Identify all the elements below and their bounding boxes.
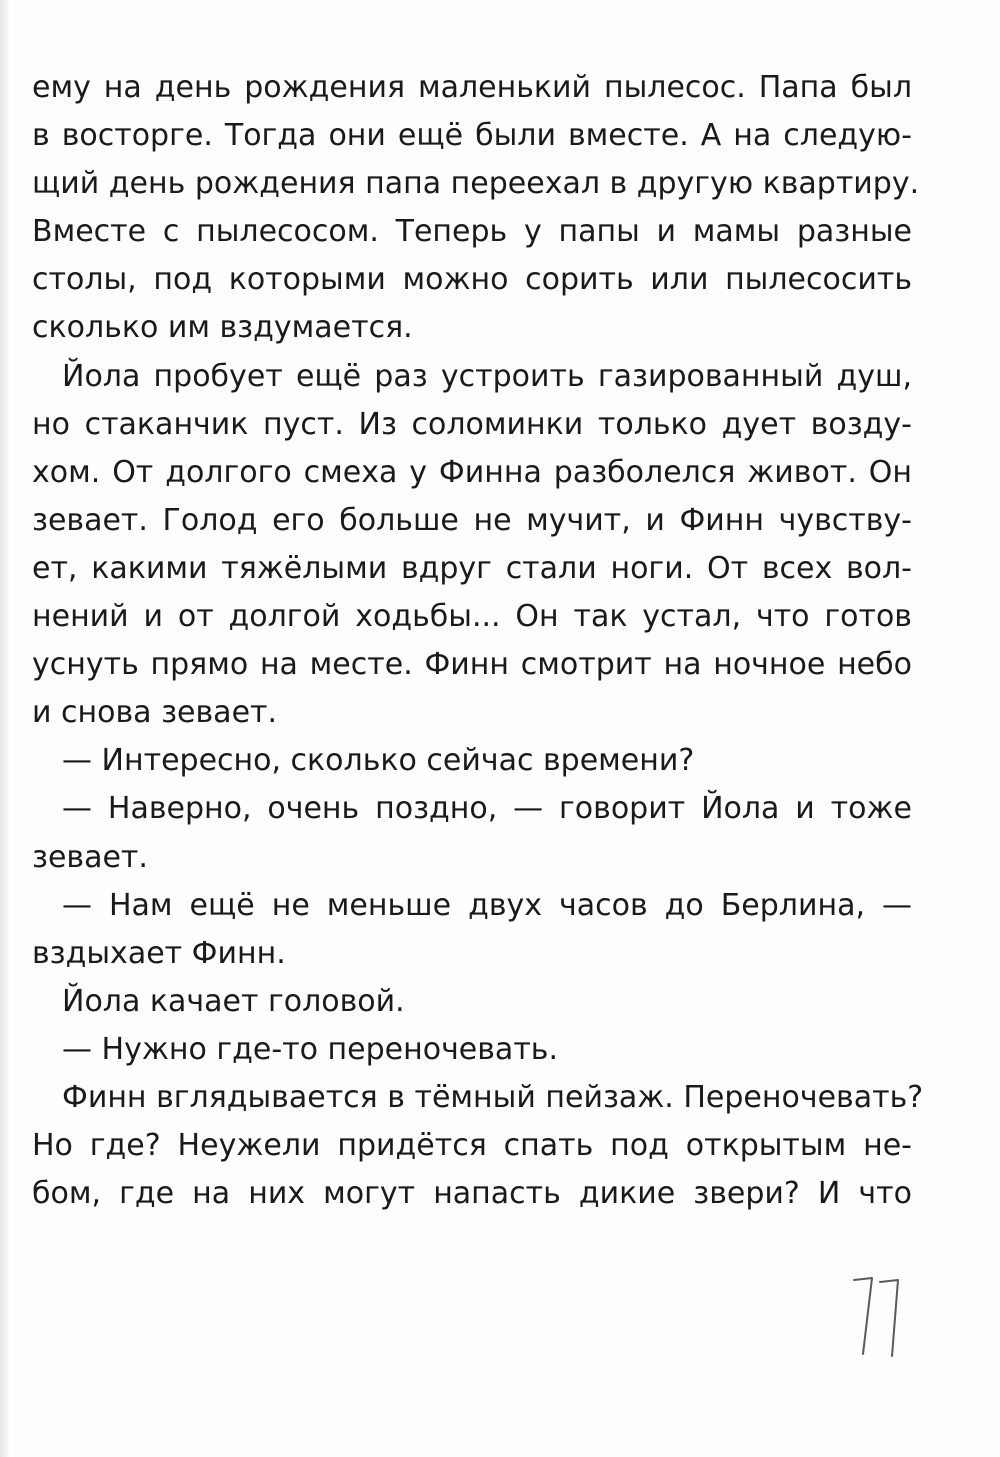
text-line: Йола пробует ещё раз устроить газированный душ, [62, 358, 912, 394]
text-line: нений и от долгой ходьбы... Он так устал, что готов [32, 599, 912, 635]
text-line: ему на день рождения маленький пылесос. Папа был [32, 70, 912, 105]
text-line: Йола качает головой. [62, 983, 405, 1019]
text-line: зевает. [32, 839, 148, 875]
text-line: Вместе с пылесосом. Теперь у папы и мамы разные [32, 214, 912, 250]
text-line: — Интересно, сколько сейчас времени? [62, 743, 695, 779]
text-line: — Наверно, очень поздно, — говорит Йола и тоже [62, 791, 912, 827]
text-line: но стаканчик пуст. Из соломинки только дует возду- [32, 406, 912, 442]
page-number [848, 1272, 908, 1362]
text-line: и снова зевает. [32, 695, 278, 731]
text-line: столы, под которыми можно сорить или пылесосить [32, 262, 912, 298]
text-line: сколько им вздумается. [32, 310, 413, 346]
text-line: щий день рождения папа переехал в другую квартиру. [32, 166, 920, 202]
text-line: ет, какими тяжёлыми вдруг стали ноги. От всех вол- [32, 550, 912, 586]
text-line: хом. От долгого смеха у Финна разболелся живот. Он [32, 454, 912, 490]
text-line: Но где? Неужели придётся спать под открытым не- [32, 1128, 912, 1164]
text-line: — Нам ещё не меньше двух часов до Берлина, — [62, 887, 912, 923]
text-line: Финн вглядывается в тёмный пейзаж. Переночевать? [62, 1079, 924, 1115]
text-line: в восторге. Тогда они ещё были вместе. А на следую- [32, 118, 912, 154]
text-line: уснуть прямо на месте. Финн смотрит на ночное небо [32, 647, 912, 683]
text-line: бом, где на них могут напасть дикие звери? И что [32, 1176, 912, 1212]
text-line: зевает. Голод его больше не мучит, и Финн чувству- [32, 502, 912, 538]
text-line: — Нужно где-то переночевать. [62, 1031, 559, 1067]
text-line: вздыхает Финн. [32, 935, 286, 971]
page-text [32, 64, 924, 1218]
page-edge-shadow [0, 0, 10, 1457]
